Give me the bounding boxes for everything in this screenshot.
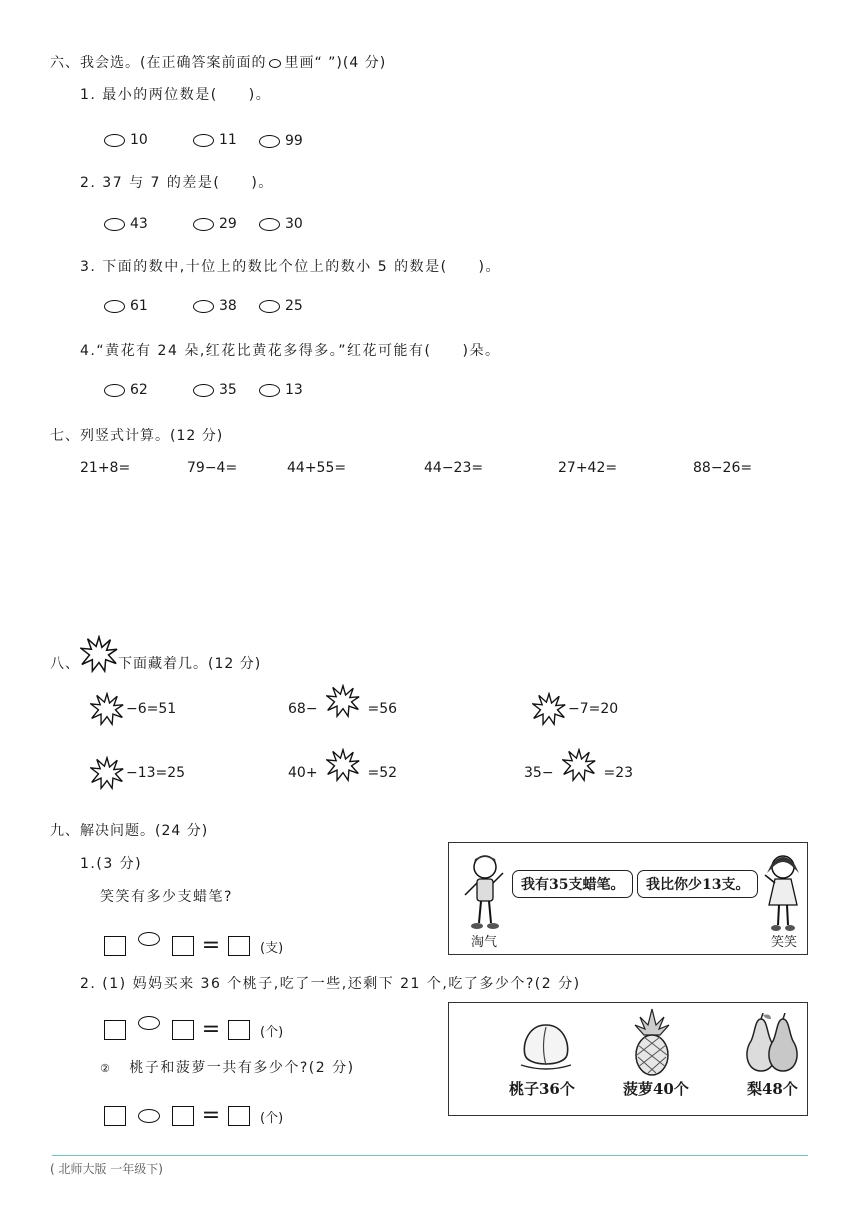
unit-label: (个) [260,1110,284,1126]
option-label: 25 [285,298,303,314]
problem-1-label: 1.(3 分) [80,856,143,872]
burst-icon[interactable] [326,748,360,782]
question-6-3: 3. 下面的数中,十位上的数比个位上的数小 5 的数是( )。 [80,259,501,275]
option-label: 29 [219,216,237,232]
oval-radio-icon[interactable] [259,300,280,313]
operator-oval[interactable] [138,932,160,946]
expr-after: =23 [603,765,634,781]
oval-radio-icon[interactable] [259,135,280,148]
oval-radio-icon[interactable] [104,300,125,313]
burst-icon [80,635,118,673]
section8-title [50,653,261,673]
answer-row-3 [104,1103,284,1128]
section8-suffix: 下面藏着几。(12 分) [118,656,262,672]
option-6-4-a[interactable] [104,382,148,398]
answer-box[interactable] [104,936,126,956]
oval-radio-icon[interactable] [193,134,214,147]
answer-box[interactable] [228,1020,250,1040]
calc-item-5: 27+42= [558,460,618,476]
expr-before: 40+ [288,765,318,781]
section6-title-text: 六、我会选。(在正确答案前面的 [50,55,267,71]
calc-item-3: 44+55= [287,460,347,476]
expr-after: −13=25 [126,765,186,781]
unit-label: (支) [260,940,284,956]
name-right: 笑笑 [771,935,798,950]
unit-label: (个) [260,1024,284,1040]
oval-radio-icon[interactable] [259,384,280,397]
expr-before: 68− [288,701,318,717]
oval-radio-icon[interactable] [104,384,125,397]
small-oval-icon [269,59,281,68]
section6-title [50,52,386,72]
question-6-1: 1. 最小的两位数是( )。 [80,87,272,103]
answer-row-2 [104,1017,284,1042]
option-label: 38 [219,298,237,314]
answer-box[interactable] [172,1020,194,1040]
operator-oval[interactable] [138,1109,160,1123]
fruit-illustration-card [448,1002,808,1116]
option-label: 13 [285,382,303,398]
oval-radio-icon[interactable] [104,218,125,231]
oval-radio-icon[interactable] [193,384,214,397]
fruit-label-pineapple: 菠萝40个 [623,1080,689,1098]
burst-icon[interactable] [90,756,124,790]
expr-after: =56 [367,701,398,717]
oval-radio-icon[interactable] [259,218,280,231]
fruit-label-pear: 梨48个 [747,1080,798,1098]
answer-row-1 [104,933,284,958]
calc-item-4: 44−23= [424,460,484,476]
option-6-2-b[interactable] [193,216,237,232]
answer-box[interactable] [172,1106,194,1126]
option-label: 99 [285,133,303,149]
calc-item-1: 21+8= [80,460,131,476]
equals-sign: = [201,1103,221,1128]
option-label: 10 [130,132,148,148]
burst-icon[interactable] [90,692,124,726]
answer-box[interactable] [228,936,250,956]
hidden-number-item-4 [82,756,185,790]
operator-oval[interactable] [138,1016,160,1030]
girl-figure-icon [761,851,805,933]
question-6-2: 2. 37 与 7 的差是( )。 [80,175,274,191]
problem-2-1-question: 2. (1) 妈妈买来 36 个桃子,吃了一些,还剩下 21 个,吃了多少个?(2 分) [80,976,581,992]
expr-after: =52 [367,765,398,781]
answer-box[interactable] [172,936,194,956]
speech-bubble-right: 我比你少13支。 [637,870,758,898]
hidden-number-item-1 [82,692,176,726]
answer-box[interactable] [228,1106,250,1126]
expr-after: −7=20 [568,701,619,717]
answer-box[interactable] [104,1020,126,1040]
section7-title: 七、列竖式计算。(12 分) [50,428,224,444]
option-6-3-c[interactable] [259,298,303,314]
expr-after: −6=51 [126,701,177,717]
burst-icon[interactable] [562,748,596,782]
option-label: 43 [130,216,148,232]
fruit-label-peach: 桃子36个 [509,1080,575,1098]
circled-number-2: ② [100,1062,112,1075]
option-6-3-b[interactable] [193,298,237,314]
problem-1-question: 笑笑有多少支蜡笔? [100,889,233,905]
option-label: 11 [219,132,237,148]
calc-item-2: 79−4= [187,460,238,476]
oval-radio-icon[interactable] [104,134,125,147]
expr-before: 35− [524,765,554,781]
peach-icon [519,1021,573,1073]
option-6-4-c[interactable] [259,382,303,398]
hidden-number-item-2 [288,700,397,718]
hidden-number-item-6 [524,764,633,782]
section8-prefix: 八、 [50,656,80,672]
option-6-2-c[interactable] [259,216,303,232]
hidden-number-item-5 [288,764,397,782]
hidden-number-item-3 [524,692,618,726]
section9-title: 九、解决问题。(24 分) [50,823,209,839]
calc-item-6: 88−26= [693,460,753,476]
option-label: 35 [219,382,237,398]
dialog-illustration-card [448,842,808,955]
option-label: 61 [130,298,148,314]
option-6-4-b[interactable] [193,382,237,398]
footer-text: ( 北师大版 一年级下) [50,1162,163,1176]
option-label: 30 [285,216,303,232]
pear-icon [739,1013,805,1075]
question-6-4: 4.“黄花有 24 朵,红花比黄花多得多。”红花可能有( )朵。 [80,343,501,359]
option-label: 62 [130,382,148,398]
speech-bubble-left: 我有35支蜡笔。 [512,870,633,898]
problem-2-2-text: 桃子和菠萝一共有多少个?(2 分) [129,1060,355,1076]
option-6-1-c[interactable] [259,133,303,149]
burst-icon[interactable] [326,684,360,718]
boy-figure-icon [459,851,509,931]
equals-sign: = [201,933,221,958]
oval-radio-icon[interactable] [193,300,214,313]
option-6-1-b[interactable] [193,132,237,148]
equals-sign: = [201,1017,221,1042]
option-6-1-a[interactable] [104,132,148,148]
name-left: 淘气 [471,935,498,950]
oval-radio-icon[interactable] [193,218,214,231]
option-6-3-a[interactable] [104,298,148,314]
section6-title-tail: 里画“ ”)(4 分) [284,55,387,71]
option-6-2-a[interactable] [104,216,148,232]
burst-icon[interactable] [532,692,566,726]
footer-divider [52,1155,808,1156]
pineapple-icon [629,1007,675,1077]
answer-box[interactable] [104,1106,126,1126]
problem-2-2-question [100,1057,355,1077]
